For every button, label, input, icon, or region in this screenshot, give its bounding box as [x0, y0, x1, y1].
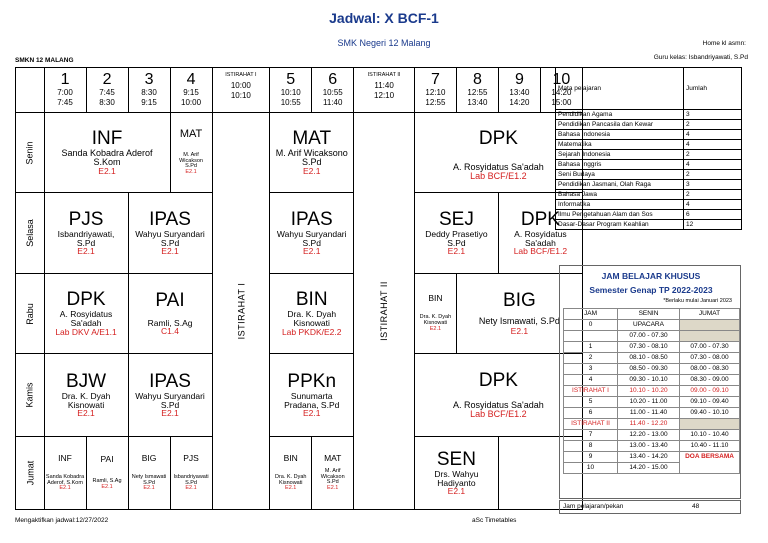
jbk-row: 7 12.20 - 13.00 10.10 - 10.40: [564, 430, 740, 441]
jbk-title: JAM BELAJAR KHUSUS: [601, 271, 701, 281]
lesson-cell[interactable]: INF Sanda Kobadra Aderof, S.Kom E2.1: [44, 437, 86, 510]
subject-row: Ilmu Pengetahuan Alam dan Sos 6: [556, 210, 742, 220]
day-row-senin: [16, 113, 583, 193]
lesson-cell[interactable]: INF Sanda Kobadra Aderof S.Kom E2.1: [44, 113, 170, 193]
subject-row: Seni Budaya 2: [556, 170, 742, 180]
weekly-hours-value: 48: [692, 503, 700, 510]
school-subtitle: SMK Negeri 12 Malang: [337, 38, 431, 48]
lesson-cell[interactable]: BIG Nety Ismawati, S.Pd E2.1: [456, 274, 582, 354]
lesson-cell[interactable]: MAT M. Arif Wicakson S.Pd E2.1: [312, 437, 354, 510]
lesson-cell[interactable]: DPK A. Rosyidatus Sa'adah Lab BCF/E1.2: [498, 193, 582, 274]
school-name: SMKN 12 MALANG: [15, 57, 74, 64]
lesson-cell[interactable]: DPK A. Rosyidatus Sa'adah Lab BCF/E1.2: [414, 113, 582, 193]
subject-col-header: Mata pelajaran: [556, 68, 684, 110]
lesson-cell[interactable]: BJW Dra. K. Dyah Kisnowati E2.1: [44, 354, 128, 437]
break-header: ISTIRAHAT II 11:40 12:10: [354, 68, 415, 113]
day-label: Rabu: [16, 274, 45, 354]
count-col-header: Jumlah: [684, 68, 742, 110]
break-column-2: ISTIRAHAT II: [354, 113, 415, 510]
page-title: Jadwal: X BCF-1: [329, 10, 439, 26]
subject-row: Bahasa Inggris 4: [556, 160, 742, 170]
lesson-cell[interactable]: SEJ Deddy Prasetiyo S.Pd E2.1: [414, 193, 498, 274]
jbk-row: 2 08.10 - 08.50 07.30 - 08.00: [564, 353, 740, 364]
period-header: 10 14:20 15:00: [540, 68, 582, 113]
weekly-hours-label: Jam pelajaran/pekan: [563, 503, 624, 510]
day-label: Jumat: [16, 437, 45, 510]
period-header: 6 10:55 11:40: [312, 68, 354, 113]
subject-summary-header: [556, 68, 742, 110]
jam-belajar-khusus-panel: [559, 265, 741, 499]
jbk-row: 1 07.30 - 08.10 07.00 - 07.30: [564, 342, 740, 353]
period-header: 2 7:45 8:30: [86, 68, 128, 113]
jbk-row: 4 09.30 - 10.10 08.30 - 09.00: [564, 375, 740, 386]
jbk-header-row: JAM SENIN JUMAT: [564, 309, 740, 320]
period-header: 9 13:40 14:20: [498, 68, 540, 113]
lesson-cell[interactable]: PJS Isbandriyawati S.Pd E2.1: [170, 437, 212, 510]
subject-summary-table: [555, 67, 742, 230]
lesson-cell[interactable]: MAT M. Arif Wicakson S.Pd E2.1: [170, 113, 212, 193]
break-column-1: ISTIRAHAT I: [212, 113, 270, 510]
lesson-cell[interactable]: BIN Dra. K. Dyah Kisnowati E2.1: [414, 274, 456, 354]
jbk-table: [563, 308, 740, 474]
period-header: 5 10:10 10:55: [270, 68, 312, 113]
day-row-jumat: [16, 437, 583, 510]
jbk-row: 8 13.00 - 13.40 10.40 - 11.10: [564, 441, 740, 452]
jbk-row-break: ISTIRAHAT II 11.40 - 12.20: [564, 419, 740, 430]
lesson-cell[interactable]: IPAS Wahyu Suryandari S.Pd E2.1: [128, 354, 212, 437]
subject-row: Pendidikan Agama 3: [556, 110, 742, 120]
subject-row: Bahasa Indonesia 4: [556, 130, 742, 140]
subject-row: Bahasa Jawa 2: [556, 190, 742, 200]
home-class-label: Home kl asmn:: [702, 40, 746, 47]
schedule-table: [15, 67, 583, 510]
lesson-cell[interactable]: MAT M. Arif Wicaksono S.Pd E2.1: [270, 113, 354, 193]
lesson-cell[interactable]: DPK A. Rosyidatus Sa'adah Lab DKV A/E1.1: [44, 274, 128, 354]
break-header: ISTIRAHAT I 10:00 10:10: [212, 68, 270, 113]
lesson-cell[interactable]: IPAS Wahyu Suryandari S.Pd E2.1: [270, 193, 354, 274]
lesson-cell[interactable]: BIN Dra. K. Dyah Kisnowati E2.1: [270, 437, 312, 510]
day-row-selasa: [16, 193, 583, 274]
footer-activation-date: Mengaktifkan jadwal:12/27/2022: [15, 517, 109, 524]
jbk-row: 07.00 - 07.30: [564, 331, 740, 342]
lesson-cell[interactable]: BIN Dra. K. Dyah Kisnowati Lab PKDK/E2.2: [270, 274, 354, 354]
period-header: 7 12:10 12:55: [414, 68, 456, 113]
lesson-cell[interactable]: DPK A. Rosyidatus Sa'adah Lab BCF/E1.2: [414, 354, 582, 437]
lesson-cell[interactable]: SEN Drs. Wahyu Hadiyanto E2.1: [414, 437, 498, 510]
jbk-note: *Berlaku mulai Januari 2023: [663, 298, 732, 304]
lesson-cell[interactable]: PPKn Sunumarta Pradana, S.Pd E2.1: [270, 354, 354, 437]
period-header-row: [16, 68, 583, 113]
jbk-row: 0 UPACARA: [564, 320, 740, 331]
day-label: Senin: [16, 113, 45, 193]
jbk-row: 3 08.50 - 09.30 08.00 - 08.30: [564, 364, 740, 375]
lesson-cell[interactable]: PAI Ramli, S.Ag C1.4: [128, 274, 212, 354]
footer-app-name: aSc Timetables: [472, 517, 517, 524]
day-row-kamis: [16, 354, 583, 437]
jbk-row: 10 14.20 - 15.00: [564, 463, 740, 474]
subject-row: Pendidikan Jasmani, Olah Raga 3: [556, 180, 742, 190]
subject-row: Informatika 4: [556, 200, 742, 210]
weekly-hours-total: [559, 500, 741, 514]
subject-row: Pendidikan Pancasila dan Kewar 2: [556, 120, 742, 130]
jbk-row-break: ISTIRAHAT I 10.10 - 10.20 09.00 - 09.10: [564, 386, 740, 397]
period-header: 4 9:15 10:00: [170, 68, 212, 113]
jbk-row: 5 10.20 - 11.00 09.10 - 09.40: [564, 397, 740, 408]
period-header: 1 7:00 7:45: [44, 68, 86, 113]
lesson-cell[interactable]: IPAS Wahyu Suryandari S.Pd E2.1: [128, 193, 212, 274]
corner-cell: [16, 68, 45, 113]
jbk-semester: Semester Genap TP 2022-2023: [589, 285, 713, 295]
jbk-row: 6 11.00 - 11.40 09.40 - 10.10: [564, 408, 740, 419]
subject-row: Sejarah Indonesia 2: [556, 150, 742, 160]
lesson-cell[interactable]: PJS Isbandriyawati, S.Pd E2.1: [44, 193, 128, 274]
lesson-cell[interactable]: PAI Ramli, S.Ag E2.1: [86, 437, 128, 510]
day-label: Selasa: [16, 193, 45, 274]
subject-row: Dasar-Dasar Program Keahlian 12: [556, 220, 742, 230]
subject-row: Matematika 4: [556, 140, 742, 150]
period-header: 3 8:30 9:15: [128, 68, 170, 113]
period-header: 8 12:55 13:40: [456, 68, 498, 113]
lesson-cell[interactable]: BIG Nety Ismawati S.Pd E2.1: [128, 437, 170, 510]
guru-kelas-label: Guru kelas: Isbandriyawati, S.Pd: [653, 54, 748, 61]
day-row-rabu: [16, 274, 583, 354]
day-label: Kamis: [16, 354, 45, 437]
jbk-row: 9 13.40 - 14.20 DOA BERSAMA: [564, 452, 740, 463]
